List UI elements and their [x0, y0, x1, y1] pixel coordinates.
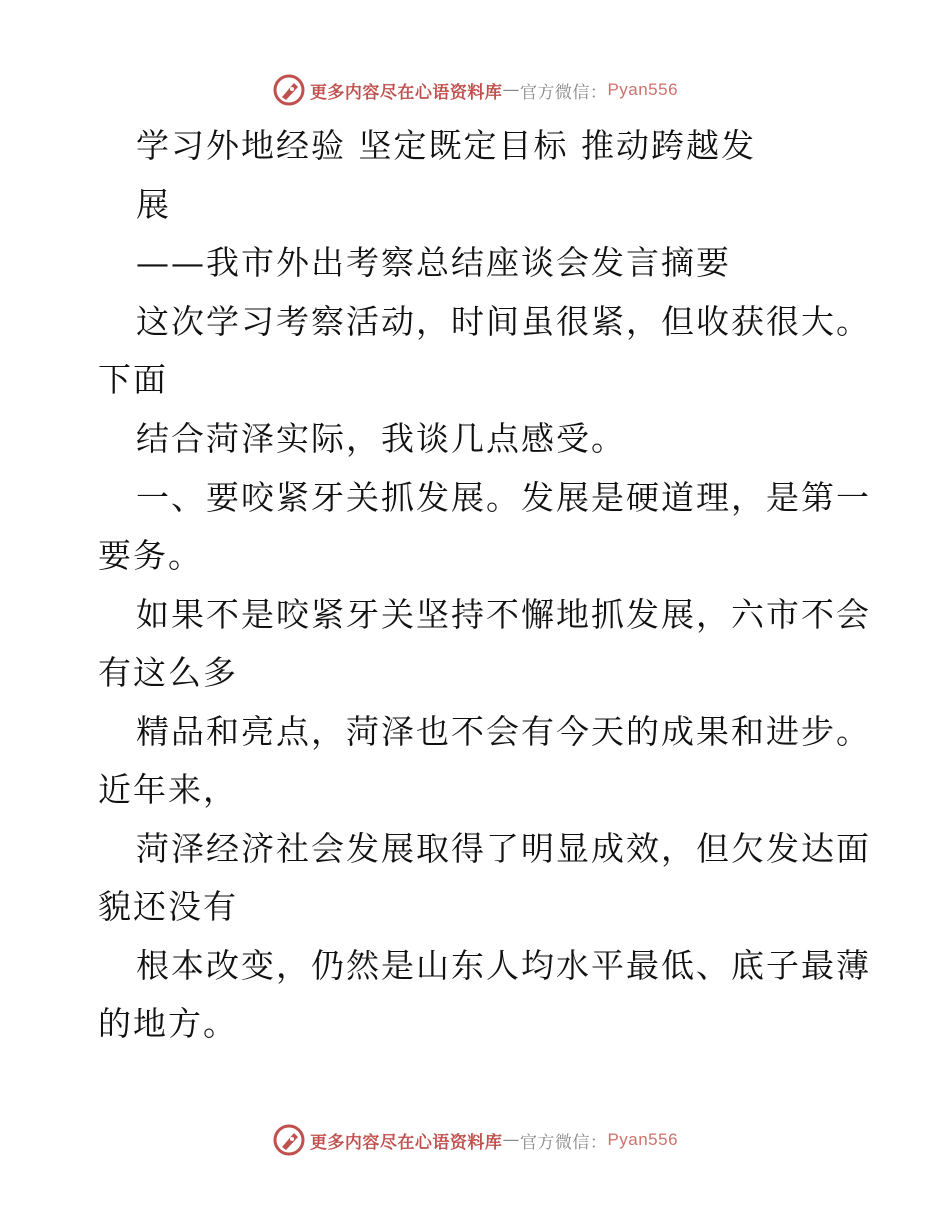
document-subtitle: ——我市外出考察总结座谈会发言摘要	[136, 243, 731, 282]
body-line: 有这么多	[98, 653, 238, 692]
header-brand-text: 更多内容尽在心语资料库	[309, 82, 503, 103]
body-line: 貌还没有	[98, 887, 238, 926]
body-line: 如果不是咬紧牙关坚持不懈地抓发展，六市不会	[136, 595, 871, 634]
footer-banner	[0, 1122, 950, 1158]
body-line: 根本改变，仍然是山东人均水平最低、底子最薄	[136, 946, 871, 985]
body-line: 要务。	[98, 536, 203, 575]
body-line: 近年来，	[98, 770, 238, 809]
body-line: 的地方。	[98, 1004, 238, 1043]
pen-nib-logo-icon	[272, 73, 306, 107]
document-title-line-1: 学习外地经验 坚定既定目标 推动跨越发	[136, 126, 756, 165]
body-line: 结合菏泽实际，我谈几点感受。	[136, 419, 626, 458]
pen-nib-logo-icon	[272, 1123, 306, 1157]
header-separator: —	[502, 80, 520, 100]
body-line: 这次学习考察活动，时间虽很紧，但收获很大。	[136, 302, 871, 341]
footer-wechat-id: Pyan556	[607, 1130, 679, 1149]
footer-wechat-label: 官方微信：	[519, 1132, 608, 1153]
footer-brand-text: 更多内容尽在心语资料库	[309, 1132, 503, 1153]
footer-separator: —	[502, 1130, 520, 1150]
header-wechat-id: Pyan556	[607, 80, 679, 99]
header-banner	[0, 72, 950, 108]
header-wechat-label: 官方微信：	[519, 82, 608, 103]
document-title-line-2: 展	[136, 185, 171, 224]
body-line: 一、要咬紧牙关抓发展。发展是硬道理，是第一	[136, 478, 871, 517]
body-line: 菏泽经济社会发展取得了明显成效，但欠发达面	[136, 829, 871, 868]
body-line: 下面	[98, 360, 168, 399]
body-line: 精品和亮点，菏泽也不会有今天的成果和进步。	[136, 712, 871, 751]
